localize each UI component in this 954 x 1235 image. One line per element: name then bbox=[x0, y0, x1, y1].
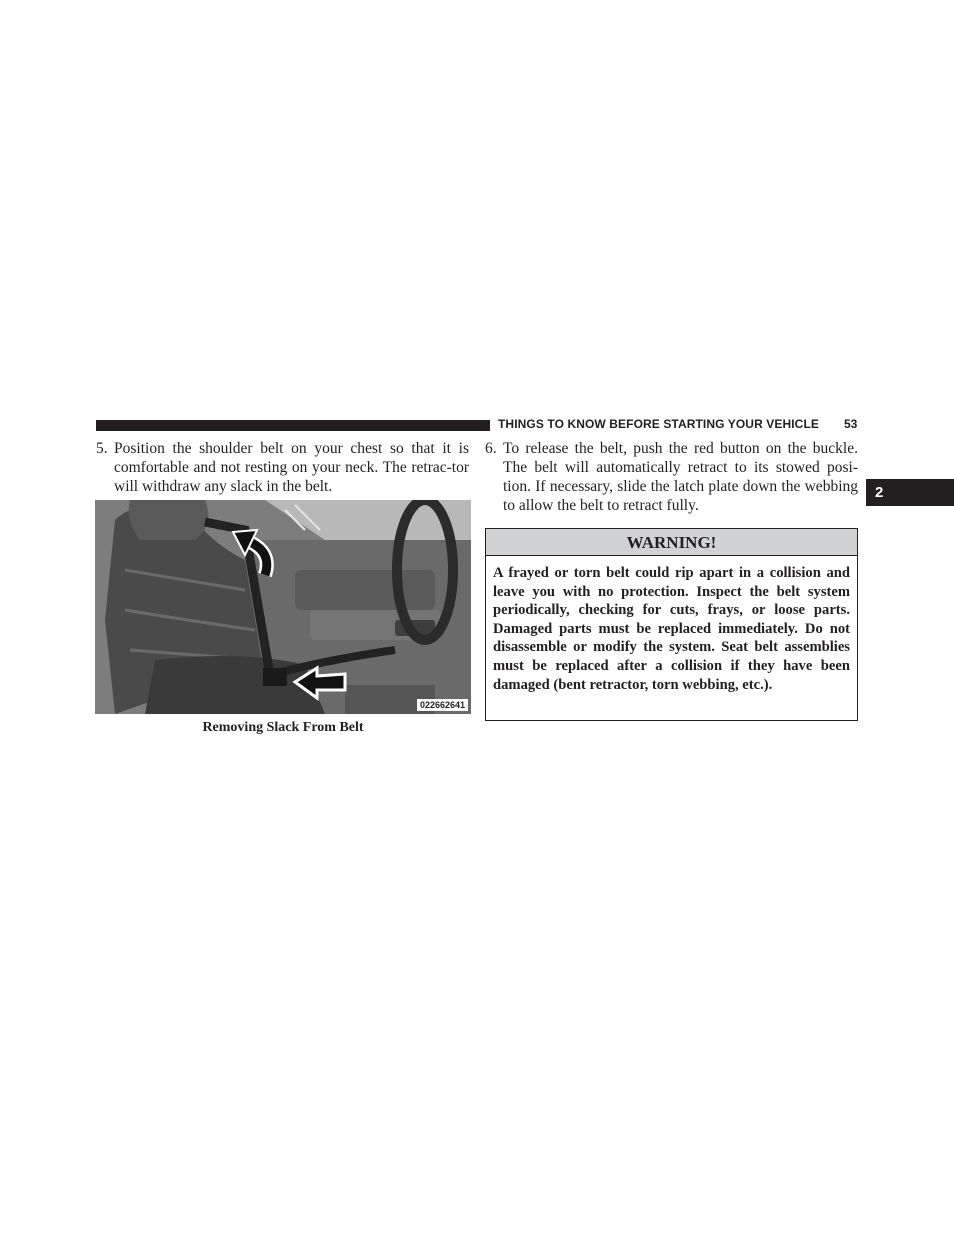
step-5 bbox=[96, 439, 469, 496]
step-6 bbox=[485, 439, 858, 515]
figure-code: 022662641 bbox=[417, 699, 468, 711]
figure-caption: Removing Slack From Belt bbox=[202, 720, 364, 735]
warning-title: WARNING! bbox=[486, 529, 857, 556]
seat-belt-illustration bbox=[95, 500, 471, 714]
chapter-tab: 2 bbox=[866, 479, 954, 506]
header-rule bbox=[96, 420, 490, 431]
step-number: 6. bbox=[485, 440, 497, 457]
step-text: To release the belt, push the red button on the buckle. The belt will automatically retract to its stowed posi-tion. If necessary, slide the latch plate down the webbing to allow the belt to retract fully. bbox=[503, 440, 858, 514]
page-number: 53 bbox=[844, 417, 858, 431]
running-header-title: THINGS TO KNOW BEFORE STARTING YOUR VEHICLE bbox=[498, 417, 819, 431]
car-interior-drawing bbox=[95, 500, 471, 714]
step-number: 5. bbox=[96, 440, 108, 457]
step-text: Position the shoulder belt on your chest so that it is comfortable and not resting on your neck. The retrac-tor will withdraw any slack in the belt. bbox=[114, 440, 469, 495]
warning-box bbox=[485, 528, 858, 721]
warning-text: A frayed or torn belt could rip apart in a collision and leave you with no protection. Inspect the belt system periodically, checking for cuts, frays, or loose parts. Damaged parts must be replaced immediately. Do not disassemble or modify the system. Seat belt assemblies must be replaced after a collision if they have been damaged (bent retractor, torn webbing, etc.). bbox=[493, 565, 850, 693]
